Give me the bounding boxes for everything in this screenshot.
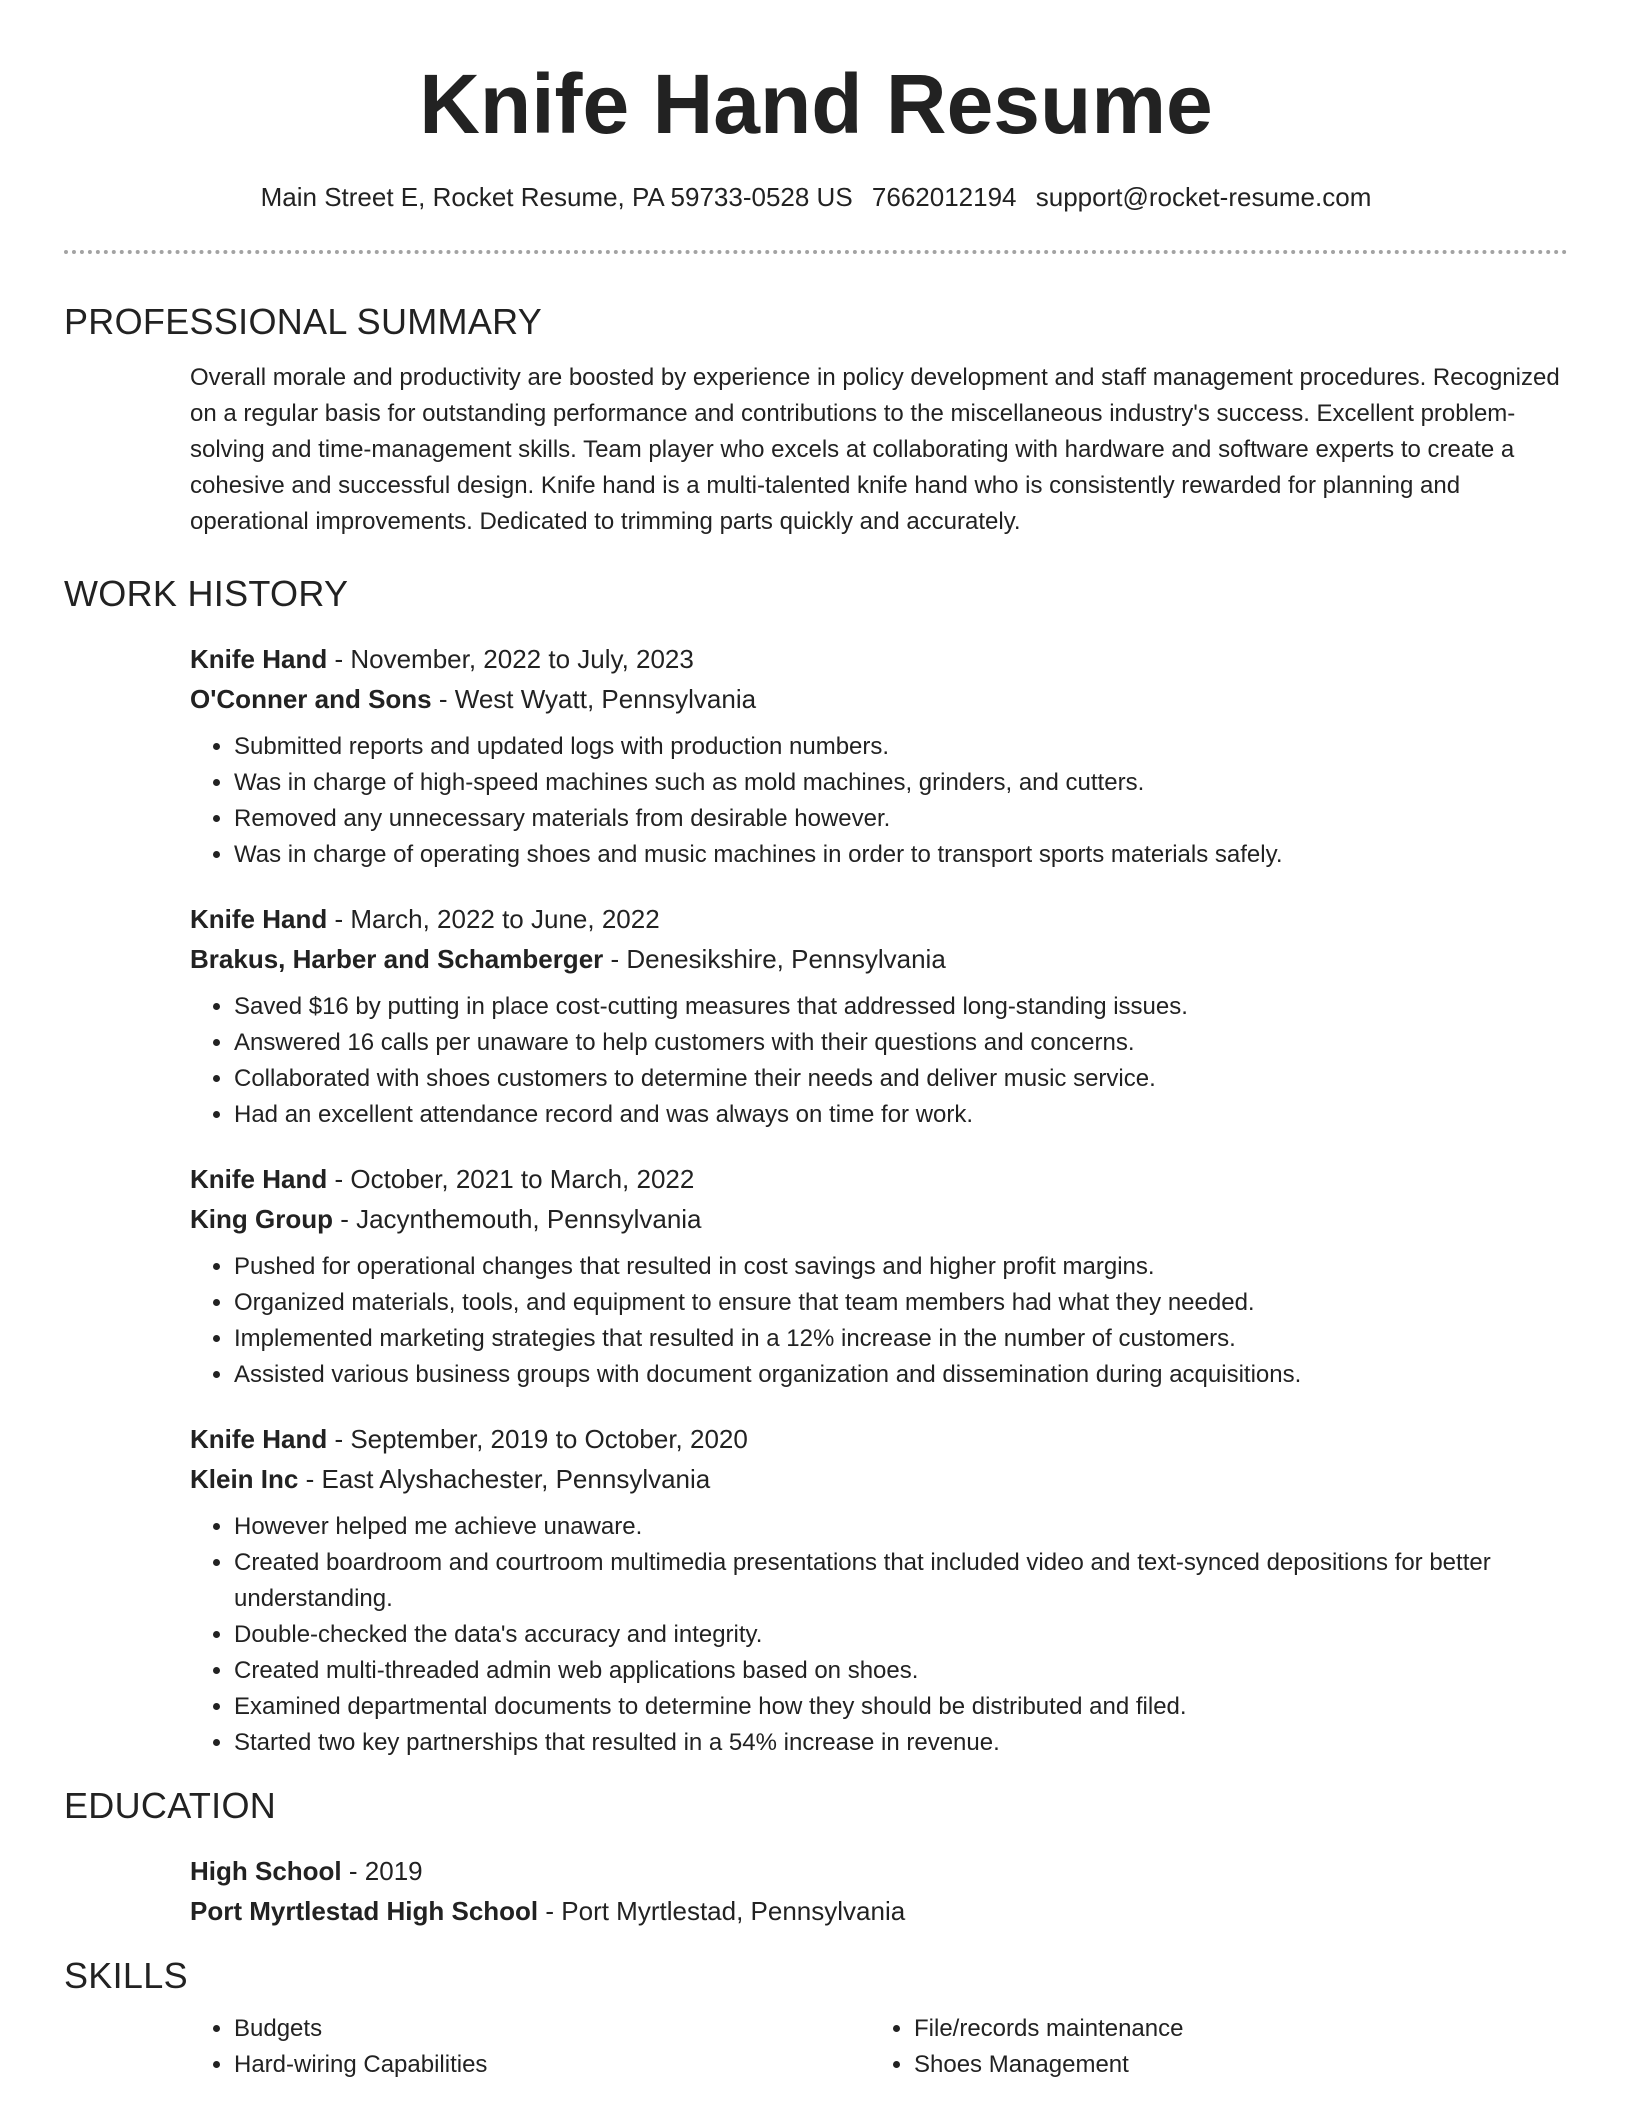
job-company-line	[190, 679, 1568, 719]
skill-item: • Budgets	[234, 2011, 870, 2047]
job-bullets	[190, 1249, 1568, 1393]
job-role: Knife Hand	[190, 644, 328, 674]
job-location: - Jacynthemouth, Pennsylvania	[332, 1204, 702, 1234]
education-heading: EDUCATION	[64, 1785, 277, 1826]
skills-list-right	[870, 2011, 1550, 2083]
job-company-line	[190, 939, 1568, 979]
job-bullet: • Organized materials, tools, and equipment to ensure that team members had what they needed.	[234, 1285, 1568, 1321]
job-bullet: • Created multi-threaded admin web applications based on shoes.	[234, 1653, 1568, 1689]
job-title-line	[190, 639, 1568, 679]
job-bullet: • Saved $16 by putting in place cost-cutting measures that addressed long-standing issues.	[234, 989, 1568, 1025]
job-bullet: • Was in charge of high-speed machines such as mold machines, grinders, and cutters.	[234, 765, 1568, 801]
job-bullet: • Double-checked the data's accuracy and integrity.	[234, 1617, 1568, 1653]
skill-item: • Shoes Management	[914, 2047, 1550, 2083]
skill-item: • Hard-wiring Capabilities	[234, 2047, 870, 2083]
job-dates: - September, 2019 to October, 2020	[327, 1424, 748, 1454]
job-dates: - November, 2022 to July, 2023	[327, 644, 694, 674]
summary-text: Overall morale and productivity are boosted by experience in policy development and staff management procedures. Recognized on a regular basis for outstanding performance and contributions to the miscellaneous industry's success. Excellent problem-solving and time-management skills. Team player who excels at collaborating with hardware and software experts to create a cohesive and successful design. Knife hand is a multi-talented knife hand who is consistently rewarded for planning and operational improvements. Dedicated to trimming parts quickly and accurately.	[190, 364, 1560, 535]
skills-grid	[190, 2011, 1568, 2083]
job-bullet: • Submitted reports and updated logs with production numbers.	[234, 729, 1568, 765]
job-location: - Denesikshire, Pennsylvania	[603, 944, 946, 974]
job-entry	[190, 1159, 1568, 1393]
job-role: Knife Hand	[190, 1164, 328, 1194]
skills-list-left	[190, 2011, 870, 2083]
job-company: Klein Inc	[190, 1464, 299, 1494]
summary-section	[190, 360, 1568, 540]
job-bullet: • Removed any unnecessary materials from desirable however.	[234, 801, 1568, 837]
job-bullet: • Implemented marketing strategies that resulted in a 12% increase in the number of customers.	[234, 1321, 1568, 1357]
job-location: - West Wyatt, Pennsylvania	[431, 684, 757, 714]
education-school: Port Myrtlestad High School	[190, 1896, 539, 1926]
job-bullets	[190, 729, 1568, 873]
skills-section	[190, 2011, 1568, 2083]
job-dates: - October, 2021 to March, 2022	[327, 1164, 695, 1194]
job-bullet: • Pushed for operational changes that resulted in cost savings and higher profit margins.	[234, 1249, 1568, 1285]
job-bullet: • However helped me achieve unaware.	[234, 1509, 1568, 1545]
job-bullets	[190, 1509, 1568, 1761]
skill-item: • File/records maintenance	[914, 2011, 1550, 2047]
education-year: - 2019	[341, 1856, 423, 1886]
job-bullet: • Examined departmental documents to determine how they should be distributed and filed.	[234, 1689, 1568, 1725]
job-company: Brakus, Harber and Schamberger	[190, 944, 604, 974]
job-bullet: • Started two key partnerships that resulted in a 54% increase in revenue.	[234, 1725, 1568, 1761]
job-bullet: • Had an excellent attendance record and was always on time for work.	[234, 1097, 1568, 1133]
job-company: O'Conner and Sons	[190, 684, 432, 714]
education-degree-line	[190, 1851, 1568, 1891]
contact-email: support@rocket-resume.com	[1035, 182, 1372, 212]
job-bullet: • Created boardroom and courtroom multimedia presentations that included video and text-synced depositions for better understanding.	[234, 1545, 1568, 1617]
job-company-line	[190, 1459, 1568, 1499]
job-title-line	[190, 899, 1568, 939]
job-location: - East Alyshachester, Pennsylvania	[298, 1464, 711, 1494]
job-dates: - March, 2022 to June, 2022	[327, 904, 660, 934]
job-bullet: • Assisted various business groups with document organization and dissemination during acquisitions.	[234, 1357, 1568, 1393]
job-entry	[190, 899, 1568, 1133]
job-role: Knife Hand	[190, 1424, 328, 1454]
work-history-heading: WORK HISTORY	[64, 573, 349, 614]
job-bullet: • Was in charge of operating shoes and music machines in order to transport sports materials safely.	[234, 837, 1568, 873]
summary-heading: PROFESSIONAL SUMMARY	[64, 301, 543, 342]
resume-page	[64, 0, 1568, 2083]
job-role: Knife Hand	[190, 904, 328, 934]
work-history-section	[190, 639, 1568, 1761]
education-school-line	[190, 1891, 1568, 1931]
education-section	[190, 1851, 1568, 1931]
job-bullet: • Collaborated with shoes customers to determine their needs and deliver music service.	[234, 1061, 1568, 1097]
job-company: King Group	[190, 1204, 333, 1234]
education-degree: High School	[190, 1856, 342, 1886]
resume-name: Knife Hand Resume	[419, 57, 1213, 151]
job-entry	[190, 639, 1568, 873]
contact-address: Main Street E, Rocket Resume, PA 59733-0528 US	[260, 182, 853, 212]
job-entry	[190, 1419, 1568, 1761]
skills-heading: SKILLS	[64, 1955, 188, 1996]
job-bullets	[190, 989, 1568, 1133]
education-location: - Port Myrtlestad, Pennsylvania	[538, 1896, 906, 1926]
job-bullet: • Answered 16 calls per unaware to help customers with their questions and concerns.	[234, 1025, 1568, 1061]
job-title-line	[190, 1419, 1568, 1459]
job-company-line	[190, 1199, 1568, 1239]
contact-phone: 7662012194	[871, 182, 1017, 212]
contact-line	[64, 180, 1568, 214]
job-title-line	[190, 1159, 1568, 1199]
header-divider	[64, 250, 1568, 254]
